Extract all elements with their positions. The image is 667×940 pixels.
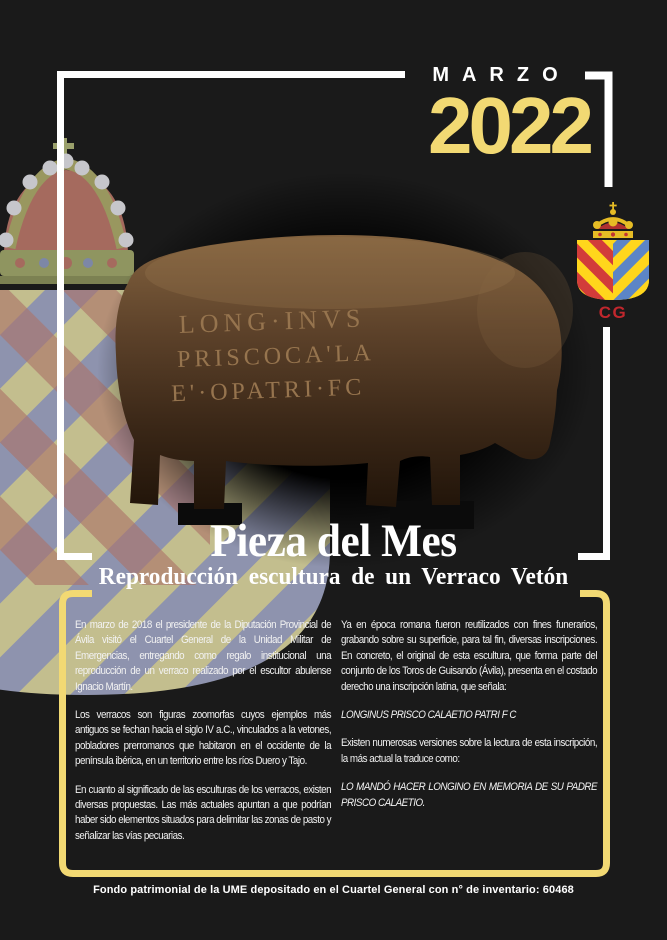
month-label: MARZO — [432, 64, 571, 86]
paragraph-versions: Existen numerosas versiones sobre la lectura de esta inscripción, la más actual la traduce como: — [341, 737, 598, 765]
paragraph-roman-reuse: Ya en época romana fueron reutilizados con fines funerarios, grabando sobre su superficie, para tal fin, diversas inscripciones. En concreto, el original de esta escultura, que forma parte del conjunto de los Toros de Guisando (Ávila), presenta en el costado derecho una inscripción latina, que señala: — [341, 619, 598, 693]
latin-inscription-text: LONGINUS PRISCO CALAETIO PATRI F C — [341, 709, 516, 722]
year-label: 2022 — [428, 81, 590, 170]
page-subtitle: Reproducción escultura de un Verraco Vetón — [98, 564, 569, 590]
footer-inventory-note: Fondo patrimonial de la UME depositado en el Cuartel General con n° de inventario: 60468 — [93, 884, 574, 896]
paragraph-donation: En marzo de 2018 el presidente de la Diputación Provincial de Ávila visitó el Cuartel General de la Unidad Militar de Emergencias, entregando como regalo institucional una reproducción de un verraco realizado por el escultor abulense Ignacio Martín. — [75, 619, 332, 693]
inscription-line-1: LONG·INVS — [178, 303, 366, 339]
cg-shield — [577, 240, 649, 300]
translation-text: LO MANDÓ HACER LONGINO EN MEMORIA DE SU PADRE PRISCO CALAETIO. — [341, 781, 598, 809]
page-title: Pieza del Mes — [210, 515, 457, 567]
cg-initials: CG — [598, 303, 628, 322]
paragraph-verracos: Los verracos son figuras zoomorfas cuyos ejemplos más antiguos se fechan hacia el siglo IV a.C., vinculados a la vetones, pobladores prerromanos que habitaron en el occidente de la península ibérica, en un territorio entre los ríos Duero y Tajo. — [75, 709, 332, 768]
left-column — [75, 618, 331, 857]
inscription-line-3: E'·OPATRI·FC — [170, 374, 366, 408]
cg-emblem — [574, 198, 652, 323]
inscription-line-2: PRISCOCA'LA — [176, 340, 376, 374]
paragraph-meaning: En cuanto al significado de las esculturas de los verracos, existen diversas propuestas. Las más actuales apuntan a que podrían haber sido elementos situados para delimitar las zonas de pasto y señalizar las vías pecuarias. — [75, 783, 332, 842]
right-column — [341, 618, 597, 824]
crown-icon — [593, 202, 633, 238]
